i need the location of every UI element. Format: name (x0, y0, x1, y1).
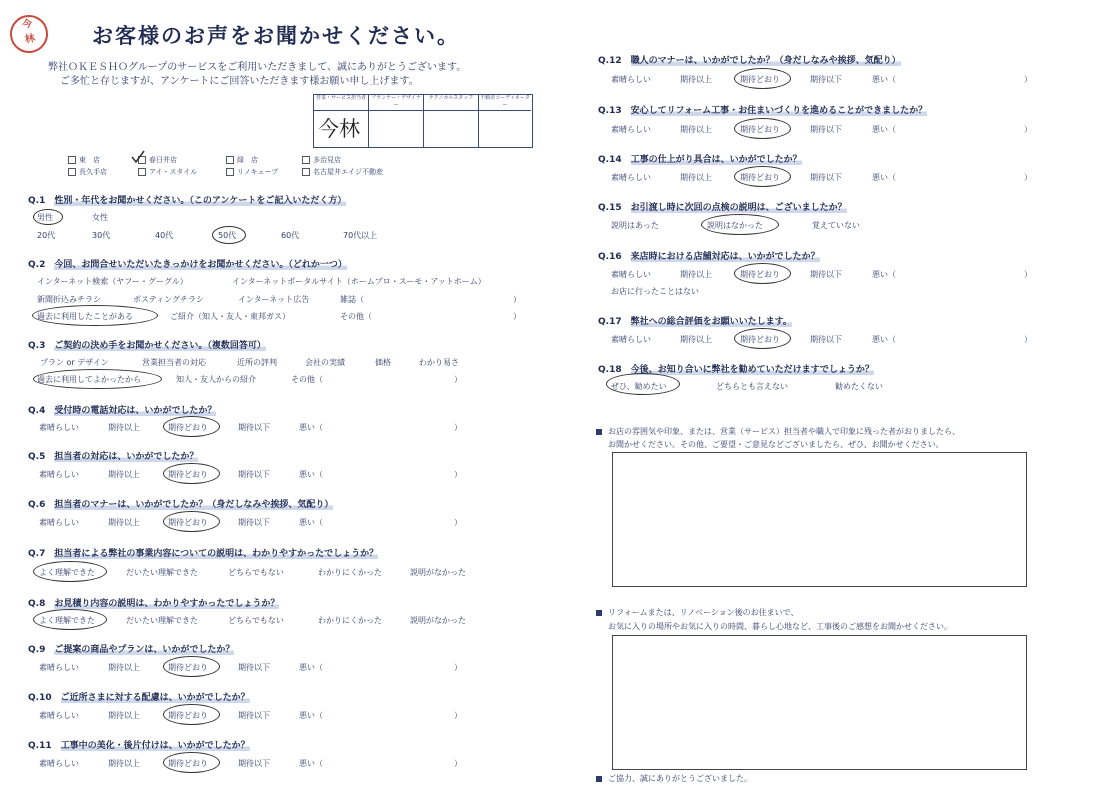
answer-circle (33, 369, 162, 389)
check-mark-icon (131, 150, 145, 164)
q17-opt-below[interactable]: 期待以下 (810, 335, 842, 344)
comment1-line-2: お聞かせください。その他、ご要望・ご意見などございましたら、ぜひ、お聞かせください。 (608, 440, 944, 449)
checkbox-icon (226, 168, 234, 176)
q7-opt-none[interactable]: 説明がなかった (410, 568, 466, 577)
q7-opt-hard[interactable]: わかりにくかった (318, 568, 382, 577)
q10-opt-as-expected[interactable]: 期待どおり (168, 711, 208, 720)
q12-opt-bad[interactable]: 悪い（ (872, 75, 896, 84)
q16-opt-bad[interactable]: 悪い（ (872, 270, 896, 279)
q1-opt-50s[interactable]: 50代 (218, 231, 237, 240)
page-title: お客様のお声をお聞かせください。 (92, 24, 460, 48)
q5-opt-bad[interactable]: 悪い（ (299, 470, 323, 479)
q3-opt-friend[interactable]: 知人・友人からの紹介 (176, 375, 256, 384)
answer-circle (212, 226, 246, 244)
q2-paren-close-2: ） (513, 312, 521, 321)
staff-table (313, 94, 533, 148)
checkbox-icon (68, 168, 76, 176)
answer-circle (734, 68, 791, 89)
q16-opt-above[interactable]: 期待以上 (680, 270, 712, 279)
staff-header-realestate: 不動産コーディネーター (479, 95, 531, 111)
q14-title: Q.14 工事の仕上がり具合は、いかがでしたか？ (598, 155, 802, 165)
q7-title: Q.7 担当者による弊社の事業内容についての説明は、わかりやすかったでしょうか？ (28, 549, 379, 559)
q3-opt-past-good[interactable]: 過去に利用してよかったから (37, 375, 141, 384)
q5-opt-as-expected[interactable]: 期待どおり (168, 470, 208, 479)
q16-opt-as-expected[interactable]: 期待どおり (740, 270, 780, 279)
answer-circle (734, 118, 791, 139)
q8-opt-mostly[interactable]: だいたい理解できた (126, 616, 198, 625)
q17-opt-above[interactable]: 期待以上 (680, 335, 712, 344)
answer-circle (163, 463, 220, 484)
answer-circle (163, 656, 220, 677)
q9-opt-above[interactable]: 期待以上 (108, 663, 140, 672)
q1-opt-30s[interactable]: 30代 (92, 231, 111, 240)
q16-opt-excellent[interactable]: 素晴らしい (611, 270, 651, 279)
q3-opt-price[interactable]: 価格 (375, 358, 391, 367)
answer-circle (163, 752, 220, 773)
q14-opt-bad[interactable]: 悪い（ (872, 173, 896, 182)
checkbox-icon (68, 156, 76, 164)
q6-title: Q.6 担当者のマナーは、いかがでしたか？（身だしなみや挨拶、気配り） (28, 500, 334, 510)
q5-opt-excellent[interactable]: 素晴らしい (39, 470, 79, 479)
q12-opt-below[interactable]: 期待以下 (810, 75, 842, 84)
store-east[interactable]: 東 店 (68, 155, 100, 165)
q10-opt-below[interactable]: 期待以下 (238, 711, 270, 720)
q4-opt-excellent[interactable]: 素晴らしい (39, 423, 79, 432)
answer-circle (734, 166, 791, 187)
q17-opt-excellent[interactable]: 素晴らしい (611, 335, 651, 344)
q2-opt-posting[interactable]: ポスティングチラシ (133, 295, 205, 304)
answer-circle (33, 209, 63, 225)
checkbox-icon (138, 168, 146, 176)
q9-title: Q.9 ご提案の商品やプランは、いかがでしたか？ (28, 645, 235, 655)
q18-opt-neutral[interactable]: どちらとも言えない (716, 382, 788, 391)
q10-opt-bad[interactable]: 悪い（ (299, 711, 323, 720)
q4-opt-bad[interactable]: 悪い（ (299, 423, 323, 432)
q3-opt-plan[interactable]: プラン or デザイン (40, 358, 109, 367)
q16-paren-close: ） (1024, 270, 1032, 279)
q13-opt-below[interactable]: 期待以下 (810, 125, 842, 134)
q13-title: Q.13 安心してリフォーム工事・お住まいづくりを進めることができましたか？ (598, 106, 928, 116)
q10-opt-above[interactable]: 期待以上 (108, 711, 140, 720)
bullet-square-icon (596, 610, 602, 616)
q9-opt-bad[interactable]: 悪い（ (299, 663, 323, 672)
q9-opt-as-expected[interactable]: 期待どおり (168, 663, 208, 672)
q2-opt-search[interactable]: インターネット検索（ヤフー・グーグル） (37, 277, 188, 286)
q6-opt-excellent[interactable]: 素晴らしい (39, 518, 79, 527)
staff-header-technical: テクニカルスタッフ (424, 95, 478, 111)
q15-title: Q.15 お引渡し時に次回の点検の説明は、ございましたか？ (598, 203, 847, 213)
store-kasugai[interactable]: 春日井店 (138, 155, 177, 165)
q10-title: Q.10 ご近所さまに対する配慮は、いかがでしたか？ (28, 693, 250, 703)
store-midori[interactable]: 緑 店 (226, 155, 258, 165)
store-nagoya-realestate[interactable]: 名古屋井エイジ不動産 (302, 167, 383, 177)
answer-circle (163, 511, 220, 532)
q6-opt-above[interactable]: 期待以上 (108, 518, 140, 527)
q14-opt-below[interactable]: 期待以下 (810, 173, 842, 182)
bullet-square-icon (596, 776, 602, 782)
q13-opt-bad[interactable]: 悪い（ (872, 125, 896, 134)
q13-opt-as-expected[interactable]: 期待どおり (740, 125, 780, 134)
q7-opt-mostly[interactable]: だいたい理解できた (126, 568, 198, 577)
comment2-textarea[interactable] (612, 635, 1027, 770)
q8-opt-neutral[interactable]: どちらでもない (228, 616, 284, 625)
q8-opt-none[interactable]: 説明がなかった (410, 616, 466, 625)
q4-opt-above[interactable]: 期待以上 (108, 423, 140, 432)
q14-opt-excellent[interactable]: 素晴らしい (611, 173, 651, 182)
q17-opt-as-expected[interactable]: 期待どおり (740, 335, 780, 344)
q16-opt-never-visited[interactable]: お店に行ったことはない (611, 287, 699, 296)
q9-opt-below[interactable]: 期待以下 (238, 663, 270, 672)
q18-opt-not-recommend[interactable]: 勧めたくない (835, 382, 883, 391)
answer-circle (163, 704, 220, 725)
q4-title: Q.4 受付時の電話対応は、いかがでしたか？ (28, 406, 217, 416)
q12-title: Q.12 職人のマナーは、いかがでしたか？（身だしなみや挨拶、気配り） (598, 56, 901, 66)
q6-opt-bad[interactable]: 悪い（ (299, 518, 323, 527)
q4-opt-below[interactable]: 期待以下 (238, 423, 270, 432)
staff-signature: 今林 (318, 117, 360, 141)
q9-paren-close: ） (454, 663, 462, 672)
q12-paren-close: ） (1024, 75, 1032, 84)
q5-title: Q.5 担当者の対応は、いかがでしたか？ (28, 452, 199, 462)
q10-opt-excellent[interactable]: 素晴らしい (39, 711, 79, 720)
q11-paren-close: ） (454, 759, 462, 768)
q11-opt-as-expected[interactable]: 期待どおり (168, 759, 208, 768)
q13-paren-close: ） (1024, 125, 1032, 134)
bullet-square-icon (596, 429, 602, 435)
q3-paren-close: ） (454, 375, 462, 384)
checkbox-icon (302, 156, 310, 164)
q3-opt-clarity[interactable]: わかり易さ (419, 358, 459, 367)
q16-title: Q.16 来店時における店舗対応は、いかがでしたか？ (598, 252, 820, 262)
staff-header-sales: 営業・サービス担当者 (314, 95, 368, 111)
q5-paren-close: ） (454, 470, 462, 479)
answer-circle (32, 305, 158, 326)
q17-title: Q.17 弊社への総合評価をお願いいたします。 (598, 317, 792, 327)
q6-paren-close: ） (454, 518, 462, 527)
q2-opt-past-use[interactable]: 過去に利用したことがある (37, 312, 133, 321)
store-renocube[interactable]: リノキューブ (226, 167, 278, 177)
q6-opt-as-expected[interactable]: 期待どおり (168, 518, 208, 527)
answer-circle (163, 416, 220, 437)
q6-opt-below[interactable]: 期待以下 (238, 518, 270, 527)
comment2-line-1: リフォームまたは、リノベーション後のお住まいで、 (596, 607, 798, 618)
q3-opt-reputation[interactable]: 近所の評判 (237, 358, 277, 367)
q8-title: Q.8 お見積り内容の説明は、わかりやすかったでしょうか？ (28, 599, 280, 609)
q15-opt-explained[interactable]: 説明はあった (611, 221, 659, 230)
q18-title: Q.18 今後、お知り合いに弊社を勧めていただけますでしょうか？ (598, 365, 874, 375)
q2-title: Q.2 今回、お問合せいただいたきっかけをお聞かせください。（どれか一つ） (28, 260, 347, 270)
store-nagakute[interactable]: 長久手店 (68, 167, 107, 177)
q2-opt-portal[interactable]: インターネットポータルサイト（ホームプロ・スーモ・アットホーム） (232, 277, 486, 286)
intro-line-1: 弊社ＯＫＥＳＨＯグループのサービスをご利用いただきまして、誠にありがとうございます。 (48, 62, 467, 73)
q5-opt-below[interactable]: 期待以下 (238, 470, 270, 479)
q2-opt-referral[interactable]: ご紹介（知人・友人・東邦ガス） (170, 312, 290, 321)
q7-opt-neutral[interactable]: どちらでもない (228, 568, 284, 577)
q12-opt-excellent[interactable]: 素晴らしい (611, 75, 651, 84)
q2-opt-flyer[interactable]: 新聞折込みチラシ (37, 295, 101, 304)
q11-title: Q.11 工事中の美化・後片付けは、いかがでしたか？ (28, 741, 250, 751)
q2-paren-close: ） (513, 295, 521, 304)
store-istyle[interactable]: アイ・スタイル (138, 167, 197, 177)
q15-opt-not-explained[interactable]: 説明はなかった (707, 221, 763, 230)
q17-paren-close: ） (1024, 335, 1032, 344)
answer-circle (701, 214, 779, 235)
answer-circle (33, 609, 107, 630)
checkbox-icon (302, 168, 310, 176)
q9-opt-excellent[interactable]: 素晴らしい (39, 663, 79, 672)
answer-circle (734, 263, 791, 284)
q3-opt-sales[interactable]: 営業担当者の対応 (142, 358, 206, 367)
comment1-textarea[interactable] (612, 452, 1027, 587)
q12-opt-as-expected[interactable]: 期待どおり (740, 75, 780, 84)
q1-opt-20s[interactable]: 20代 (37, 231, 56, 240)
q2-opt-magazine[interactable]: 雑誌（ (340, 295, 364, 304)
q16-opt-below[interactable]: 期待以下 (810, 270, 842, 279)
q18-opt-recommend[interactable]: ぜひ、勧めたい (611, 382, 667, 391)
q14-paren-close: ） (1024, 173, 1032, 182)
answer-circle (734, 328, 791, 349)
q1-opt-60s[interactable]: 60代 (281, 231, 300, 240)
q8-opt-hard[interactable]: わかりにくかった (318, 616, 382, 625)
q14-opt-above[interactable]: 期待以上 (680, 173, 712, 182)
seal-stamp: 今 林 (7, 12, 51, 56)
q17-opt-bad[interactable]: 悪い（ (872, 335, 896, 344)
q4-opt-as-expected[interactable]: 期待どおり (168, 423, 208, 432)
q13-opt-above[interactable]: 期待以上 (680, 125, 712, 134)
q13-opt-excellent[interactable]: 素晴らしい (611, 125, 651, 134)
q11-opt-below[interactable]: 期待以下 (238, 759, 270, 768)
q7-opt-well[interactable]: よく理解できた (39, 568, 95, 577)
q2-opt-other[interactable]: その他（ (340, 312, 372, 321)
q3-title: Q.3 ご契約の決め手をお聞かせください。（複数回答可） (28, 341, 266, 351)
comment2-line-2: お気に入りの場所やお気に入りの時間、暮らし心地など、工事後のご感想をお聞かせください。 (608, 622, 952, 631)
intro-line-2: ご多忙と存じますが、アンケートにご回答いただきます様お願い申し上げます。 (60, 76, 419, 87)
q3-opt-other[interactable]: その他（ (291, 375, 323, 384)
q1-opt-female[interactable]: 女性 (92, 213, 108, 222)
q11-opt-above[interactable]: 期待以上 (108, 759, 140, 768)
q1-opt-70s[interactable]: 70代以上 (343, 231, 378, 240)
staff-header-planner: プランナー・デザイナー (369, 95, 423, 111)
q1-opt-male[interactable]: 男性 (37, 213, 53, 222)
q3-opt-track-record[interactable]: 会社の実績 (305, 358, 345, 367)
q1-opt-40s[interactable]: 40代 (155, 231, 174, 240)
thanks-note: ご協力、誠にありがとうございました。 (596, 773, 752, 784)
q10-paren-close: ） (454, 711, 462, 720)
q11-opt-bad[interactable]: 悪い（ (299, 759, 323, 768)
comment1-line-1: お店の雰囲気や印象、または、営業（サービス）担当者や職人で印象に残った者がおりましたら、 (596, 426, 960, 437)
q4-paren-close: ） (454, 423, 462, 432)
checkbox-icon (226, 156, 234, 164)
q11-opt-excellent[interactable]: 素晴らしい (39, 759, 79, 768)
q15-opt-dont-remember[interactable]: 覚えていない (812, 221, 860, 230)
answer-circle (606, 373, 680, 395)
q14-opt-as-expected[interactable]: 期待どおり (740, 173, 780, 182)
q5-opt-above[interactable]: 期待以上 (108, 470, 140, 479)
q12-opt-above[interactable]: 期待以上 (680, 75, 712, 84)
q2-opt-web-ad[interactable]: インターネット広告 (238, 295, 310, 304)
q1-title: Q.1 性別・年代をお聞かせください。（このアンケートをご記入いただく方） (28, 196, 347, 206)
q8-opt-well[interactable]: よく理解できた (39, 616, 95, 625)
answer-circle (33, 561, 107, 582)
store-tajimi[interactable]: 多治見店 (302, 155, 341, 165)
